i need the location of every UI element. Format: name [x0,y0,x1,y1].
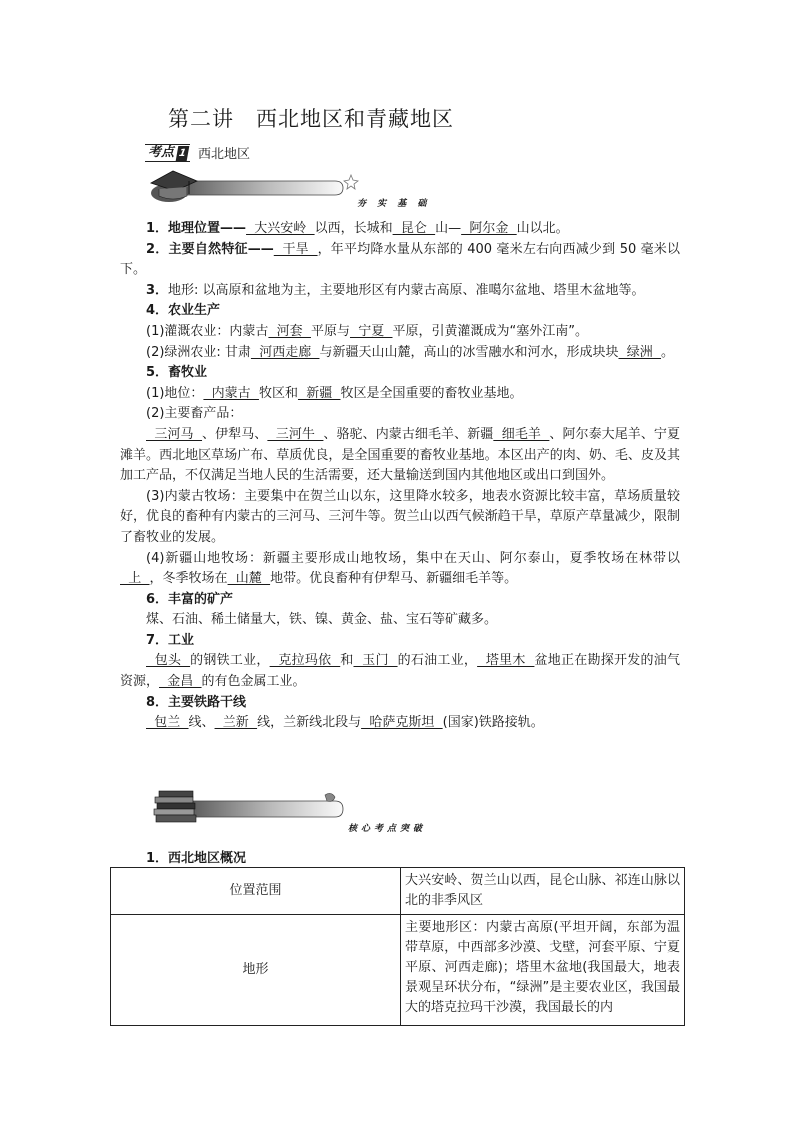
blank-answer: 河西走廊 [250,344,320,360]
item-6-text: 煤、石油、稀土储量大，铁、镍、黄金、盐、宝石等矿藏多。 [146,612,498,628]
blank-answer: 包头 [146,653,191,669]
item-6-heading: 6．丰富的矿产 [146,591,234,607]
kaodian-heading [145,143,250,162]
item-5-heading: 5．畜牧业 [146,365,208,381]
kaodian-tag: 考点 1 [145,144,190,162]
item-4-2: (2)绿洲农业: 甘肃 河西走廊 与新疆天山山麓，高山的冰雪融水和河水，形成块块 绿洲 。 [146,344,675,360]
blank-answer: 大兴安岭 [246,221,315,236]
blank-answer: 绿洲 [618,344,662,360]
item-5-4: (3)内蒙古牧场：主要集中在贺兰山以东，这里降水较多，地表水资源比较丰富，草场质量较好，优良的畜种有内蒙古的三河马、三河牛等。贺兰山以西气候渐趋干旱，草原产草量减少，限制了畜牧业的发展。 [120,488,680,545]
blank-answer: 河套 [268,323,311,339]
table-row [111,868,685,915]
blank-answer: 新疆 [297,385,341,401]
item-7-heading: 7．工业 [146,632,195,648]
blank-answer: 克拉玛依 [269,653,341,669]
item-7-text: 包头 的钢铁工业， 克拉玛依 和 玉门 的石油工业， 塔里木 盆地正在勘探开发的油气资源， 金昌 的有色金属工业。 [120,653,681,690]
item-8-heading: 8．主要铁路干线 [146,694,247,710]
kaodian-label: 西北地区 [197,147,250,162]
table-title: 1．西北地区概况 [146,851,247,866]
banner-text-core: 核心考点突破 [348,824,427,834]
blank-answer: 内蒙古 [203,385,259,401]
blank-answer: 玉门 [353,653,398,669]
item-4-1: (1)灌溉农业：内蒙古 河套 平原与 宁夏 平原，引黄灌溉成为“塞外江南”。 [146,323,588,339]
table-cell-text: 主要地形区：内蒙古高原(平坦开阔，东部为温带草原，中西部多沙漠、戈壁，河套平原、宁夏平原、河西走廊)；塔里木盆地(我国最大，地表景观呈环状分布，“绿洲”是主要农业区，我国最大的塔克拉玛干沙漠，我国最长的内 [405,920,680,1015]
blank-answer: 宁夏 [349,323,393,339]
blank-answer: 昆仑 [392,221,436,236]
table-cell-content [401,915,685,1026]
table-cell-label: 地形 [111,915,401,1026]
item-2: 2．主要自然特征—— 干旱 ，年平均降水量从东部的 400 毫米左右向西减少到 50 毫米以下。 [120,241,681,278]
item-8-text: 包兰 线、 兰新 线，兰新线北段与 哈萨克斯坦 (国家)铁路接轨。 [146,715,544,731]
blank-answer: 包兰 [146,715,189,731]
item-3: 3．地形: 以高原和盆地为主，主要地形区有内蒙古高原、准噶尔盆地、塔里木盆地等。 [146,282,645,298]
blank-answer: 干旱 [273,241,318,257]
blank-answer: 兰新 [214,715,258,731]
blank-answer: 阿尔金 [461,221,517,236]
blank-answer: 塔里木 [477,653,535,669]
blank-answer: 三河马 [146,426,203,442]
section-banner-foundation [145,163,445,207]
section-banner-core [145,785,445,834]
blank-answer: 金昌 [159,674,202,690]
blank-answer: 哈萨克斯坦 [361,715,443,731]
banner-text-foundation: 夯 实 基 础 [357,199,431,209]
blank-answer: 上 [120,571,150,587]
item-4-heading: 4．农业生产 [146,303,221,319]
page-title: 第二讲 西北地区和青藏地区 [168,107,454,131]
table-cell-content: 大兴安岭、贺兰山以西，昆仑山脉、祁连山脉以北的非季风区 [401,868,685,915]
item-5-2: (2)主要畜产品： [146,406,243,422]
item-1: 1．地理位置—— 大兴安岭 以西，长城和 昆仑 山— 阿尔金 山以北。 [146,221,569,236]
item-5-5: (4)新疆山地牧场：新疆主要形成山地牧场，集中在天山、阿尔泰山，夏季牧场在林带以 上 ，冬季牧场在 山麓 地带。优良畜种有伊犁马、新疆细毛羊等。 [120,550,680,587]
blank-answer: 细毛羊 [493,426,550,442]
document-body [120,219,680,734]
item-5-3: 三河马 、伊犁马、 三河牛 、骆驼、内蒙古细毛羊、新疆 细毛羊 、阿尔泰大尾羊、宁夏滩羊。西北地区草场广布、草质优良，是全国重要的畜牧业基地。本区出产的肉、奶、毛、皮及其加工产品，不仅满足当地人民的生活需要，还大量输送到国内其他地区或出口到国外。 [120,426,681,484]
table-row [111,915,685,1026]
table-cell-label: 位置范围 [111,868,401,915]
blank-answer: 三河牛 [267,426,324,442]
blank-answer: 山麓 [227,571,271,587]
overview-table [110,867,685,1026]
item-5-1: (1)地位： 内蒙古 牧区和 新疆 牧区是全国重要的畜牧业基地。 [146,385,523,401]
